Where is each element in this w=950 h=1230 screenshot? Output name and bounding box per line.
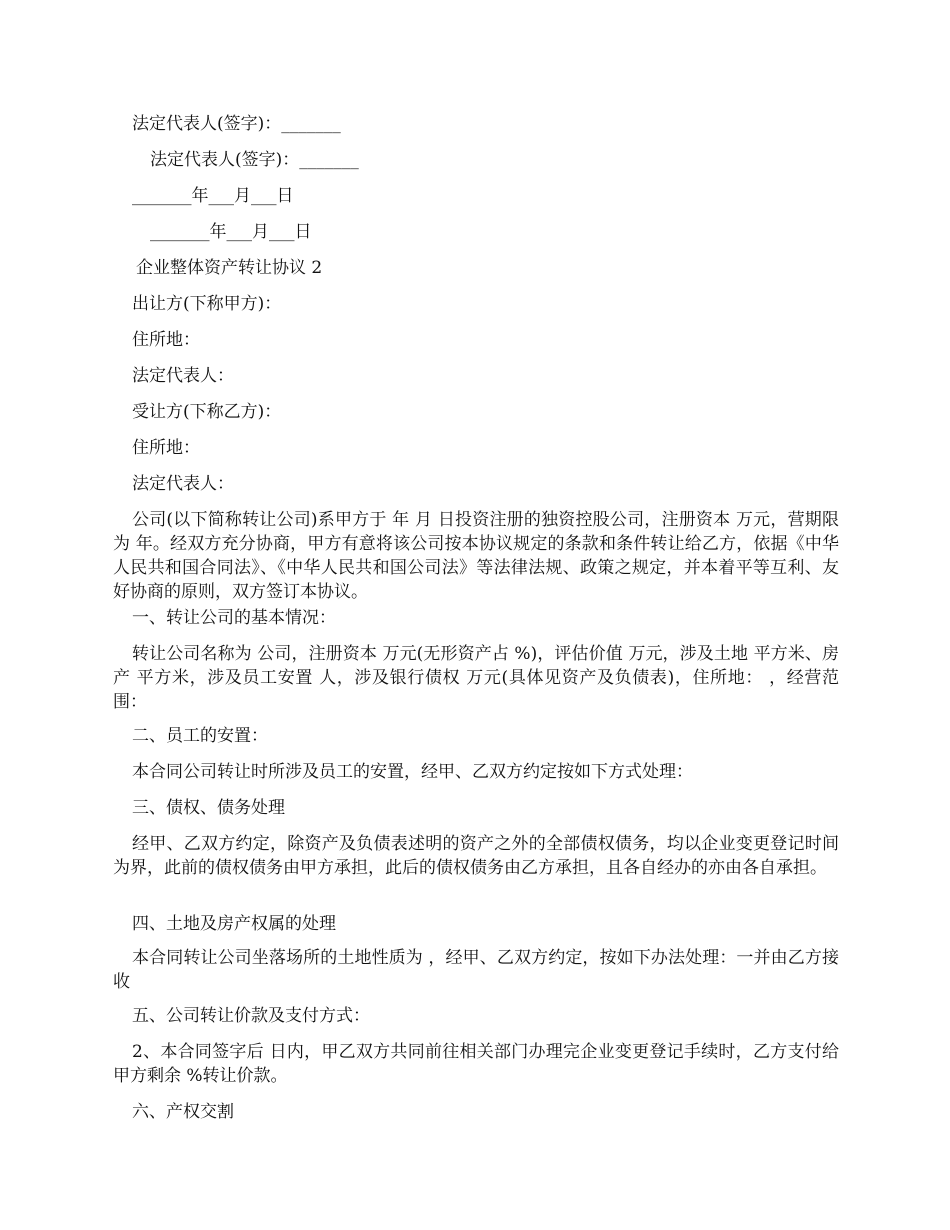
transferee-address-label: 住所地：	[132, 438, 200, 458]
section-3-paragraph: 经甲、乙双方约定，除资产及负债表述明的资产之外的全部债权债务，均以企业变更登记时间为界，此前的债权债务由甲方承担，此后的债权债务由乙方承担，且各自经办的亦由各自承担。	[113, 834, 839, 878]
section-heading-5: 五、公司转让价款及支付方式：	[132, 1006, 370, 1026]
section-heading-6: 六、产权交割	[132, 1102, 234, 1122]
date-line-party-a: _______年___月___日	[132, 186, 294, 206]
section-4-paragraph: 本合同转让公司坐落场所的土地性质为 ，经甲、乙双方约定，按如下办法处理：一并由乙方接收	[113, 948, 839, 992]
transferee-label: 受让方(下称乙方)：	[132, 402, 282, 422]
transferor-address-label: 住所地：	[132, 330, 200, 350]
signature-line-party-a: 法定代表人(签字)：_______	[132, 114, 341, 134]
document-title: 企业整体资产转让协议 2	[136, 258, 323, 278]
date-line-party-b: _______年___月___日	[150, 222, 312, 242]
intro-paragraph: 公司(以下简称转让公司)系甲方于 年 月 日投资注册的独资控股公司，注册资本 万元，营期限为 年。经双方充分协商，甲方有意将该公司按本协议规定的条款和条件转让给乙方，依据《中华人民共和国合同法》、《中华人民共和国公司法》等法律法规、政策之规定，并本着平等互利、友好协商的原则，双方签订本协议。	[113, 510, 839, 602]
section-heading-4: 四、土地及房产权属的处理	[132, 914, 336, 934]
transferor-label: 出让方(下称甲方)：	[132, 294, 282, 314]
transferee-representative-label: 法定代表人：	[132, 474, 234, 494]
section-2-paragraph: 本合同公司转让时所涉及员工的安置，经甲、乙双方约定按如下方式处理：	[132, 762, 693, 782]
transferor-representative-label: 法定代表人：	[132, 366, 234, 386]
section-heading-1: 一、转让公司的基本情况：	[132, 608, 336, 628]
section-5-paragraph: 2、本合同签字后 日内，甲乙双方共同前往相关部门办理完企业变更登记手续时，乙方支付给甲方剩余 %转让价款。	[113, 1042, 839, 1086]
section-1-paragraph: 转让公司名称为 公司，注册资本 万元(无形资产占 %)，评估价值 万元，涉及土地 平方米、房产 平方米，涉及员工安置 人，涉及银行债权 万元(具体见资产及负债表)，住所地： ，经营范围：	[113, 644, 839, 712]
section-heading-3: 三、债权、债务处理	[132, 798, 285, 818]
section-heading-2: 二、员工的安置：	[132, 726, 268, 746]
signature-line-party-b: 法定代表人(签字)：_______	[150, 150, 359, 170]
